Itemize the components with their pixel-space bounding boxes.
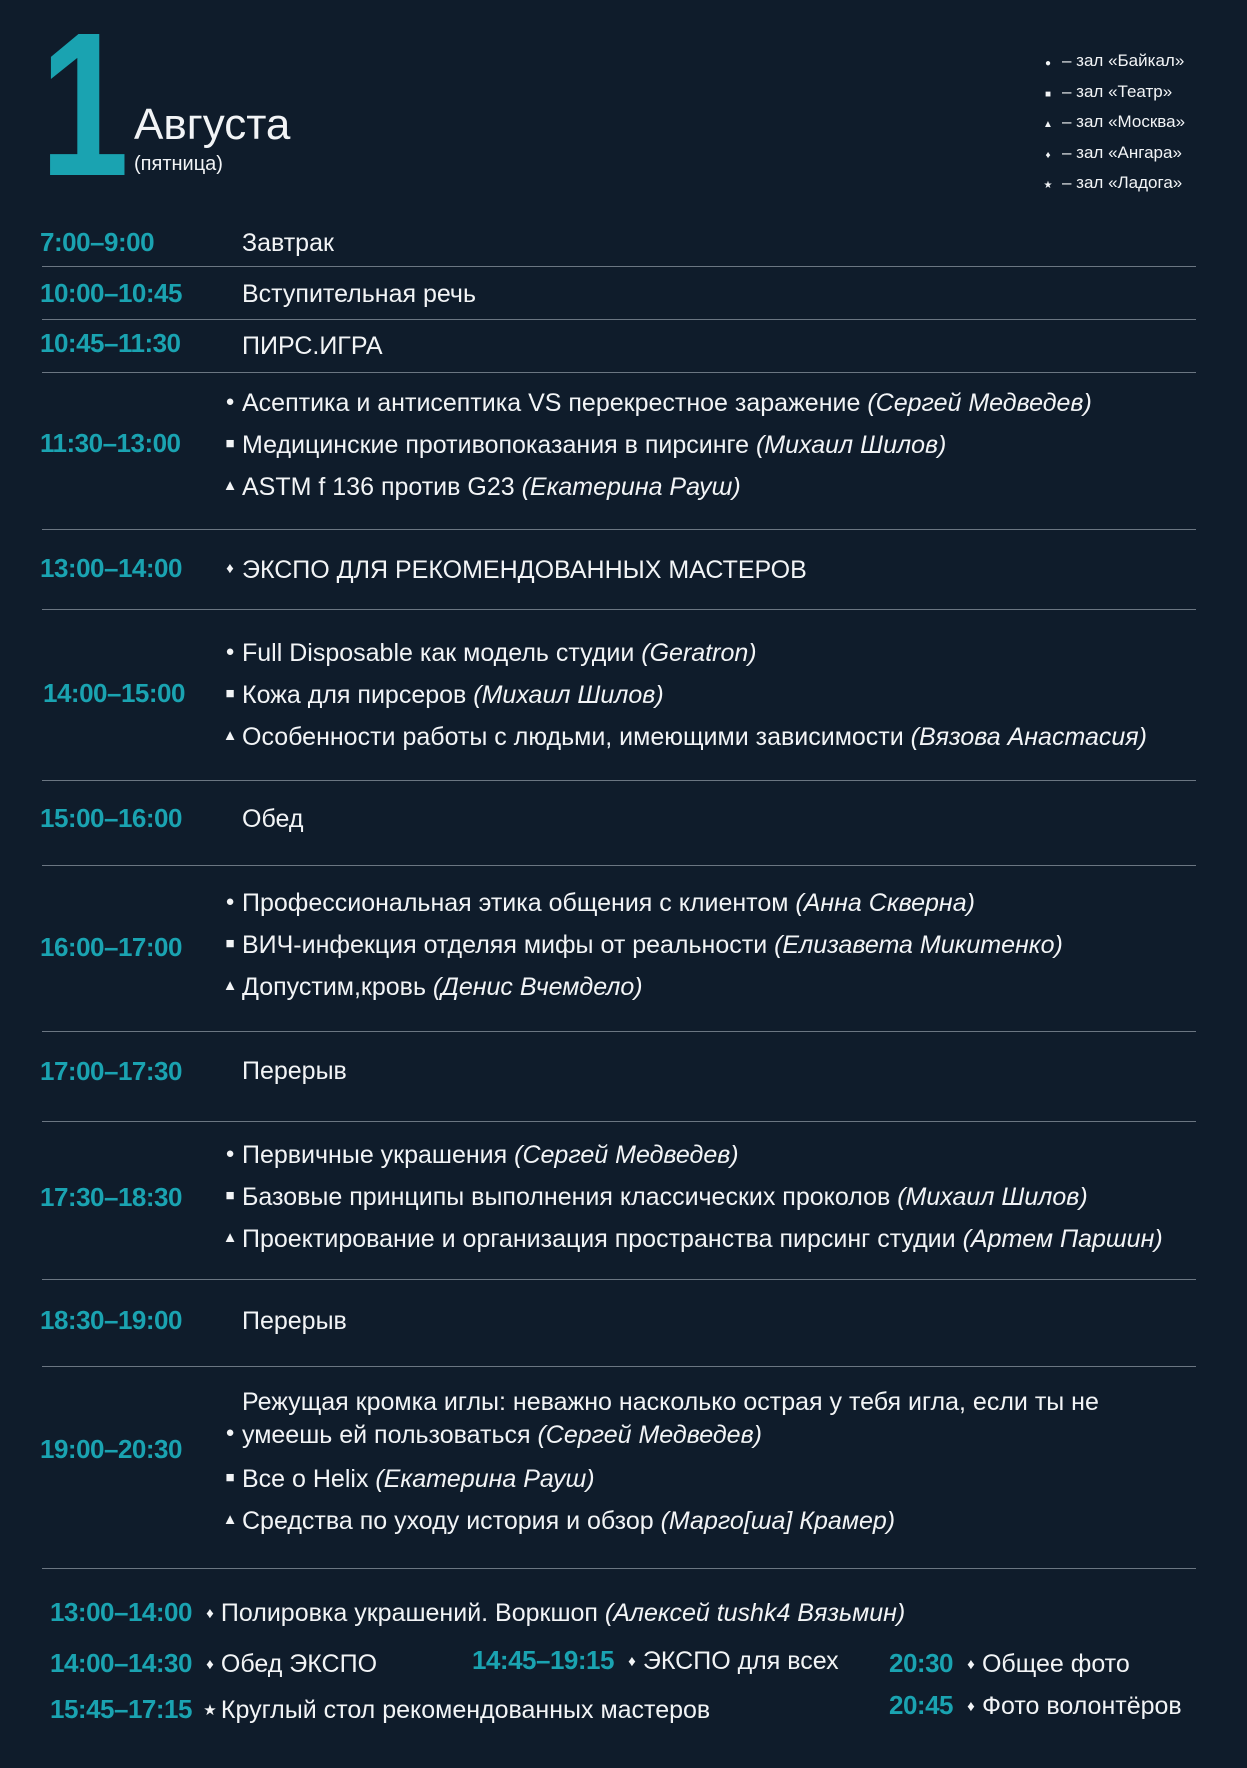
list-item: ■ Кожа для пирсеров (Михаил Шилов) <box>218 674 1147 716</box>
speaker: (Михаил Шилов) <box>897 1183 1088 1211</box>
footer-time: 14:00–14:30 <box>50 1648 192 1678</box>
speaker: (Екатерина Рауш) <box>521 473 741 501</box>
triangle-icon: ▲ <box>222 977 238 995</box>
speaker: (Елизавета Микитенко) <box>774 931 1063 959</box>
list-item: ■ Все о Helix (Екатерина Рауш) <box>218 1458 1118 1500</box>
list-item: ● Асептика и антисептика VS перекрестное заражение (Сергей Медведев) <box>218 382 1092 424</box>
slot-title: Вступительная речь <box>242 280 476 308</box>
day-number: 1 <box>40 0 125 219</box>
list-item: ▲ Особенности работы с людьми, имеющими зависимости (Вязова Анастасия) <box>218 716 1147 758</box>
list-item: ● Full Disposable как модель студии (Geratron) <box>218 632 1147 674</box>
footer-event: 13:00–14:00 ♦ Полировка украшений. Воркшоп (Алексей tushk4 Вязьмин) <box>50 1597 906 1627</box>
slot-title: ПИРС.ИГРА <box>242 332 383 360</box>
divider <box>42 529 1196 530</box>
square-icon: ■ <box>1044 88 1052 100</box>
speaker: (Марго[ша] Крамер) <box>660 1507 896 1535</box>
list-item: ▲ Проектирование и организация пространства пирсинг студии (Артем Паршин) <box>218 1218 1163 1260</box>
diamond-icon: ♦ <box>206 1656 214 1673</box>
triangle-icon: ▲ <box>222 1511 238 1529</box>
slot-time: 17:30–18:30 <box>40 1182 182 1212</box>
list-item: ▲ Допустим,кровь (Денис Вчемдело) <box>218 966 1063 1008</box>
speaker: (Сергей Медведев) <box>514 1141 739 1169</box>
footer-time: 15:45–17:15 <box>50 1694 192 1724</box>
list-item: ● Режущая кромка иглы: неважно насколько острая у тебя игла, если ты не умеешь ей пользоваться (Сергей Медведев) <box>218 1386 1118 1456</box>
speaker: (Михаил Шилов) <box>755 431 947 459</box>
slot-time: 15:00–16:00 <box>40 803 182 833</box>
slot-time: 10:00–10:45 <box>40 278 182 308</box>
speaker: (Екатерина Рауш) <box>375 1465 595 1493</box>
weekday-label: (пятница) <box>134 153 223 175</box>
circle-icon: ● <box>225 1145 235 1163</box>
divider <box>42 1031 1196 1032</box>
footer-time: 14:45–19:15 <box>472 1645 614 1675</box>
slot-title: Перерыв <box>242 1307 347 1335</box>
divider <box>42 865 1196 866</box>
triangle-icon: ▲ <box>1043 119 1053 130</box>
slot-time: 16:00–17:00 <box>40 932 182 962</box>
slot-time: 11:30–13:00 <box>40 428 181 458</box>
list-item: ■ Базовые принципы выполнения классических проколов (Михаил Шилов) <box>218 1176 1163 1218</box>
square-icon: ■ <box>225 935 235 953</box>
list-item: ● Профессиональная этика общения с клиентом (Анна Скверна) <box>218 882 1063 924</box>
divider <box>42 1366 1196 1367</box>
slot-time: 19:00–20:30 <box>40 1434 182 1464</box>
diamond-icon: ♦ <box>1045 149 1051 161</box>
footer-time: 13:00–14:00 <box>50 1597 192 1627</box>
list-item: ■ ВИЧ-инфекция отделяя мифы от реальности (Елизавета Микитенко) <box>218 924 1063 966</box>
legend-item-moskva: ▲ – зал «Москва» <box>1040 109 1240 140</box>
slot-title: Обед <box>242 805 304 833</box>
divider <box>42 372 1196 373</box>
slot-time: 10:45–11:30 <box>40 328 181 358</box>
diamond-icon: ♦ <box>226 560 234 578</box>
session-list <box>218 632 1147 758</box>
month-title: Августа <box>134 100 291 149</box>
divider <box>42 319 1196 320</box>
legend-item-teatr: ■ – зал «Театр» <box>1040 79 1240 110</box>
legend-item-ladoga: ★ – зал «Ладога» <box>1040 170 1240 201</box>
speaker: (Сергей Медведев) <box>867 389 1092 417</box>
star-icon: ★ <box>1043 180 1053 191</box>
footer-event: 14:00–14:30 ♦ Обед ЭКСПО <box>50 1648 378 1678</box>
circle-icon: ● <box>225 893 235 911</box>
square-icon: ■ <box>225 1469 235 1487</box>
legend-item-angara: ♦ – зал «Ангара» <box>1040 140 1240 171</box>
speaker: (Михаил Шилов) <box>473 681 664 709</box>
square-icon: ■ <box>225 435 235 453</box>
triangle-icon: ▲ <box>222 727 238 745</box>
session-list <box>218 882 1063 1008</box>
divider <box>42 1279 1196 1280</box>
speaker: (Сергей Медведев) <box>537 1421 762 1449</box>
triangle-icon: ▲ <box>222 477 238 495</box>
diamond-icon: ♦ <box>206 1605 214 1622</box>
footer-event: 14:45–19:15 ♦ ЭКСПО для всех <box>472 1645 839 1675</box>
triangle-icon: ▲ <box>222 1229 238 1247</box>
session-list <box>218 549 807 591</box>
diamond-icon: ♦ <box>628 1653 636 1670</box>
speaker: (Вязова Анастасия) <box>910 723 1147 751</box>
session-list <box>218 1134 1163 1260</box>
slot-title: Завтрак <box>242 229 334 257</box>
footer-time: 20:45 <box>889 1690 953 1720</box>
legend-item-baikal: ● – зал «Байкал» <box>1040 48 1240 79</box>
diamond-icon: ♦ <box>967 1698 975 1715</box>
speaker: (Артем Паршин) <box>962 1225 1163 1253</box>
slot-time: 13:00–14:00 <box>40 553 182 583</box>
slot-title: Перерыв <box>242 1057 347 1085</box>
session-list <box>218 1386 1118 1542</box>
circle-icon: ● <box>225 1424 235 1441</box>
circle-icon: ● <box>1044 58 1052 69</box>
speaker: (Денис Вчемдело) <box>432 973 643 1001</box>
session-list <box>218 382 1092 508</box>
list-item: ● Первичные украшения (Сергей Медведев) <box>218 1134 1163 1176</box>
footer-time: 20:30 <box>889 1648 953 1678</box>
divider <box>42 780 1196 781</box>
slot-time: 7:00–9:00 <box>40 227 155 257</box>
divider <box>42 266 1196 267</box>
divider <box>42 609 1196 610</box>
list-item: ♦ ЭКСПО ДЛЯ РЕКОМЕНДОВАННЫХ МАСТЕРОВ <box>218 549 807 591</box>
speaker: (Geratron) <box>641 639 757 667</box>
divider <box>42 1568 1196 1569</box>
circle-icon: ● <box>225 393 235 411</box>
list-item: ■ Медицинские противопоказания в пирсинге (Михаил Шилов) <box>218 424 1092 466</box>
star-icon: ★ <box>203 1702 217 1719</box>
diamond-icon: ♦ <box>967 1656 975 1673</box>
divider <box>42 1121 1196 1122</box>
square-icon: ■ <box>225 685 235 703</box>
list-item: ▲ ASTM f 136 против G23 (Екатерина Рауш) <box>218 466 1092 508</box>
square-icon: ■ <box>225 1187 235 1205</box>
hall-legend <box>1040 48 1240 201</box>
footer-event: 20:30 ♦ Общее фото <box>889 1648 1130 1678</box>
slot-time: 18:30–19:00 <box>40 1305 182 1335</box>
list-item: ▲ Средства по уходу история и обзор (Марго[ша] Крамер) <box>218 1500 1118 1542</box>
speaker: (Алексей tushk4 Вязьмин) <box>604 1599 906 1627</box>
footer-event: 15:45–17:15 ★ Круглый стол рекомендованных мастеров <box>50 1694 711 1724</box>
speaker: (Анна Скверна) <box>795 889 975 917</box>
circle-icon: ● <box>225 643 235 661</box>
slot-time: 17:00–17:30 <box>40 1056 182 1086</box>
footer-event: 20:45 ♦ Фото волонтёров <box>889 1690 1182 1720</box>
slot-time: 14:00–15:00 <box>43 678 185 708</box>
